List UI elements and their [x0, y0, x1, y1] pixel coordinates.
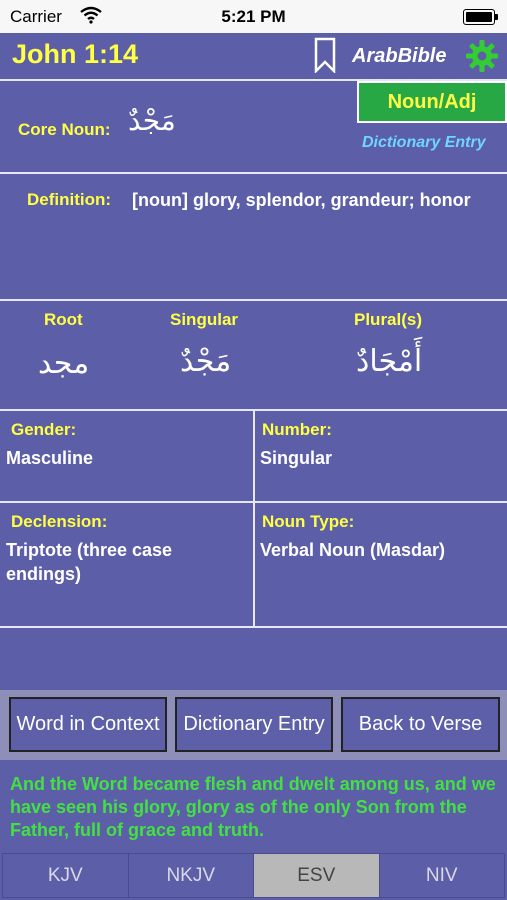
gear-icon[interactable]: [466, 40, 498, 72]
column-divider: [253, 409, 255, 628]
tab-esv[interactable]: ESV: [254, 854, 380, 897]
translation-selector: [2, 853, 505, 898]
divider: [0, 626, 507, 628]
dictionary-entry-link[interactable]: Dictionary Entry: [362, 134, 486, 151]
bookmark-icon[interactable]: [314, 37, 336, 73]
battery-icon: [463, 9, 495, 25]
tab-niv[interactable]: NIV: [380, 854, 505, 897]
singular-arabic: مَجْدٌ: [180, 344, 232, 379]
number-value: Singular: [260, 448, 333, 468]
definition-label: Definition:: [27, 190, 112, 209]
root-label: Root: [44, 310, 83, 329]
word-in-context-button[interactable]: Word in Context: [9, 697, 167, 752]
status-bar: [0, 0, 507, 33]
divider: [0, 501, 507, 503]
carrier-label: Carrier: [10, 7, 62, 26]
verse-text: And the Word became flesh and dwelt among us, and we have seen his glory, glory as of the only Son from the Father, full of grace and truth.: [10, 774, 496, 840]
header: [0, 33, 507, 79]
divider: [0, 172, 507, 174]
definition-text: [noun] glory, splendor, grandeur; honor: [132, 190, 471, 210]
noun-type-label: Noun Type:: [262, 512, 355, 531]
part-of-speech-badge[interactable]: Noun/Adj: [357, 81, 507, 123]
plural-arabic: أَمْجَادٌ: [356, 344, 423, 379]
core-noun-label: Core Noun:: [18, 120, 111, 139]
app-name: ArabBible: [352, 45, 447, 67]
page-title: John 1:14: [12, 39, 139, 69]
dictionary-entry-button[interactable]: Dictionary Entry: [175, 697, 333, 752]
gender-label: Gender:: [11, 420, 77, 439]
number-label: Number:: [262, 420, 332, 439]
clock: 5:21 PM: [221, 7, 286, 26]
singular-label: Singular: [170, 310, 239, 329]
gender-value: Masculine: [6, 448, 94, 468]
root-arabic: مجد: [38, 346, 90, 381]
core-noun-arabic: مَجْدٌ: [128, 104, 176, 137]
divider: [0, 299, 507, 301]
declension-value: Triptote (three case endings): [6, 540, 173, 584]
declension-label: Declension:: [11, 512, 108, 531]
plural-label: Plural(s): [354, 310, 423, 329]
tab-kjv[interactable]: KJV: [3, 854, 129, 897]
tab-nkjv[interactable]: NKJV: [129, 854, 255, 897]
back-to-verse-button[interactable]: Back to Verse: [341, 697, 500, 752]
noun-type-value: Verbal Noun (Masdar): [260, 540, 446, 560]
